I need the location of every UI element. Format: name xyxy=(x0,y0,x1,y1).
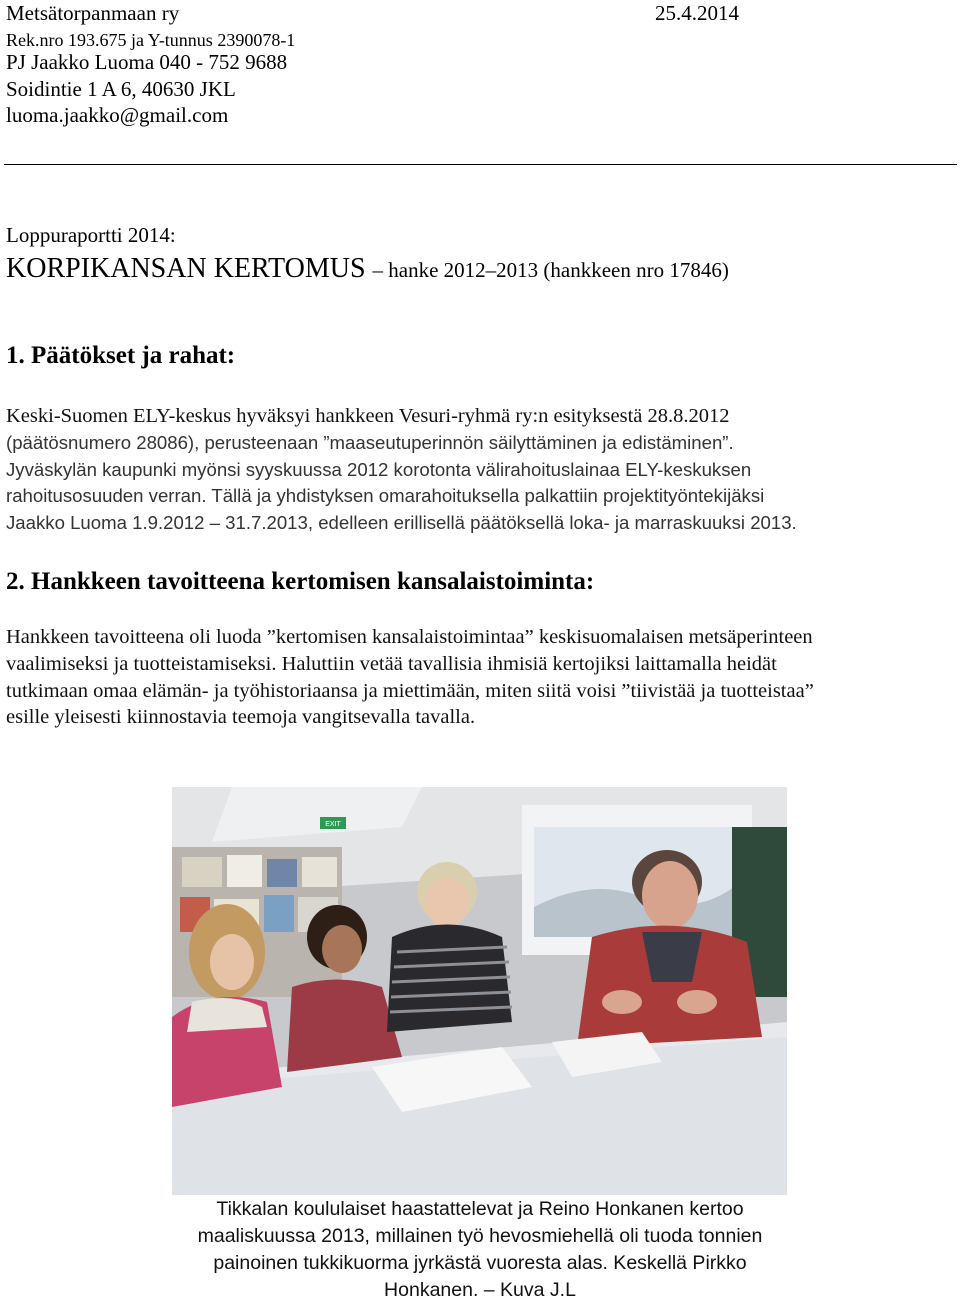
section1-heading: 1. Päätökset ja rahat: xyxy=(6,342,236,369)
section1-line: Keski-Suomen ELY-keskus hyväksyi hankkeen Vesuri-ryhmä ry:n esityksestä 28.8.2012 xyxy=(6,405,730,427)
report-date: 25.4.2014 xyxy=(655,1,739,25)
section1-line: Jaakko Luoma 1.9.2012 – 31.7.2013, edelleen erillisellä päätöksellä loka- ja marraskuuksi 2013. xyxy=(6,512,797,534)
section1-line: (päätösnumero 28086), perusteenaan ”maaseutuperinnön säilyttäminen ja edistäminen”. xyxy=(6,431,734,453)
email-address: luoma.jaakko@gmail.com xyxy=(6,103,229,127)
classroom-photo xyxy=(172,787,787,1195)
section2-line: esille yleisesti kiinnostavia teemoja vangitsevalla tavalla. xyxy=(6,706,476,729)
section1-line: Jyväskylän kaupunki myönsi syyskuussa 2012 korotonta välirahoituslainaa ELY-keskuksen xyxy=(6,458,752,480)
photo-caption xyxy=(150,1196,810,1304)
section2-line: Hankkeen tavoitteena oli luoda ”kertomisen kansalaistoimintaa” keskisuomalaisen metsäperinteen xyxy=(6,626,813,648)
report-title xyxy=(6,252,729,287)
photo-illustration xyxy=(172,787,787,1195)
organization-name: Metsätorpanmaan ry xyxy=(6,1,180,25)
report-subtitle: Loppuraportti 2014: xyxy=(6,223,176,247)
caption-line: Honkanen. – Kuva J.L xyxy=(384,1279,576,1301)
project-period: – hanke 2012–2013 (hankkeen nro 17846) xyxy=(372,258,729,282)
registration-info: Rek.nro 193.675 ja Y-tunnus 2390078-1 xyxy=(6,30,296,50)
caption-line: painoinen tukkikuorma jyrkästä vuoresta alas. Keskellä Pirkko xyxy=(213,1252,747,1274)
header-divider xyxy=(4,164,957,165)
address: Soidintie 1 A 6, 40630 JKL xyxy=(6,77,236,101)
section2-line: vaalimiseksi ja tuotteistamiseksi. Haluttiin vetää tavallisia ihmisiä kertojiksi laittamalla heidät xyxy=(6,652,777,675)
contact-phone: PJ Jaakko Luoma 040 - 752 9688 xyxy=(6,50,288,74)
section1-line: rahoitusosuuden verran. Tällä ja yhdistyksen omarahoituksella palkattiin projektityöntekijäksi xyxy=(6,485,765,507)
section1-body xyxy=(6,403,954,537)
exit-sign: EXIT xyxy=(325,821,341,828)
section2-body xyxy=(6,624,954,731)
section2-heading: 2. Hankkeen tavoitteena kertomisen kansalaistoiminta: xyxy=(6,568,595,595)
caption-line: maaliskuussa 2013, millainen työ hevosmiehellä oli tuoda tonnien xyxy=(197,1225,763,1247)
caption-line: Tikkalan koululaiset haastattelevat ja Reino Honkanen kertoo xyxy=(216,1198,744,1220)
section2-line: tutkimaan omaa elämän- ja työhistoriaansa ja miettimään, miten siitä voisi ”tiivistää ja tuotteistaa” xyxy=(6,679,814,702)
project-name: KORPIKANSAN KERTOMUS xyxy=(6,253,366,284)
